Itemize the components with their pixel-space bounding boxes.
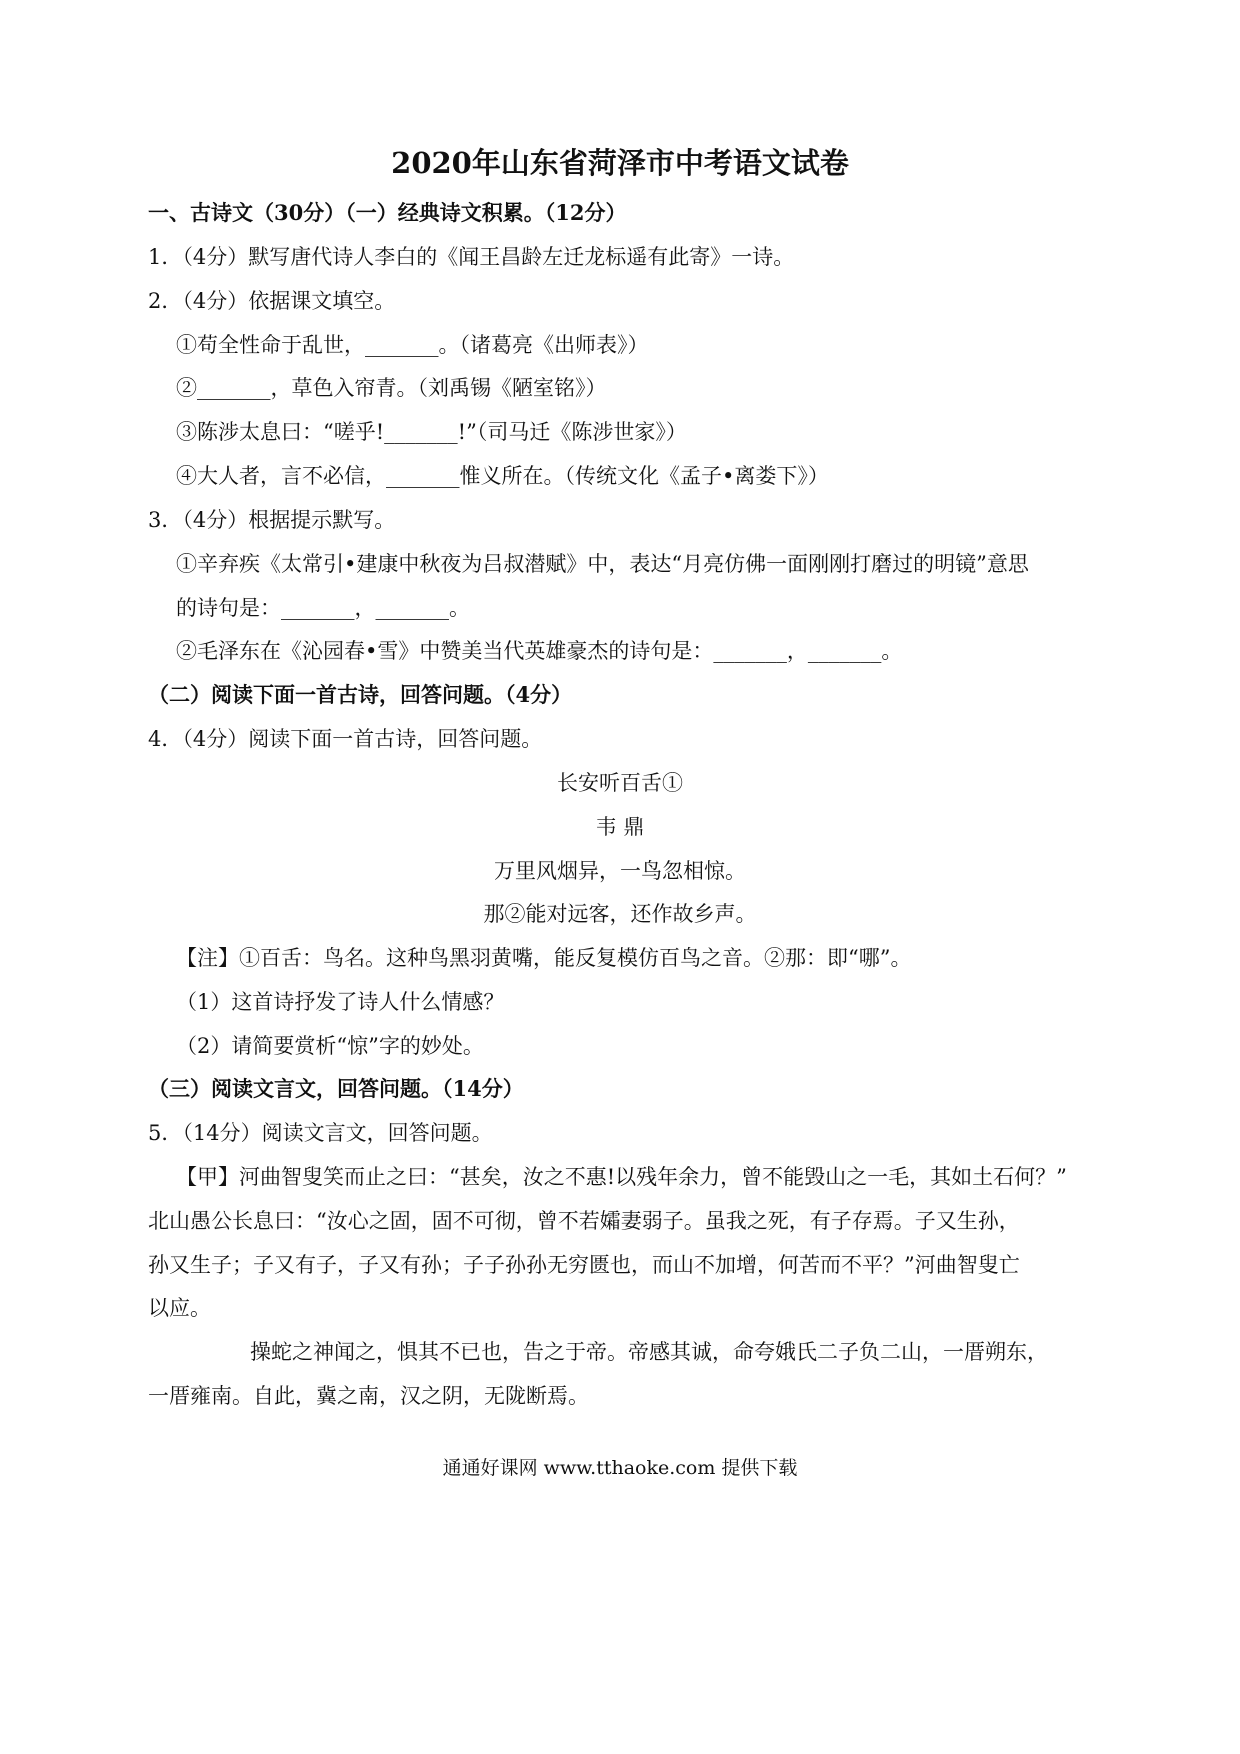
question-2-item-3: ③陈涉太息曰：“嗟乎!_______!”（司马迁《陈涉世家》）	[176, 420, 687, 444]
poem-note: 【注】①百舌：鸟名。这种鸟黑羽黄嘴，能反复模仿百鸟之音。②那：即“哪”。	[176, 946, 912, 970]
poem-title: 长安听百舌①	[557, 771, 683, 795]
question-2-item-2: ②_______，草色入帘青。（刘禹锡《陋室铭》）	[176, 376, 607, 400]
passage-a-line-3: 孙又生子；子又有子，子又有孙；子子孙孙无穷匮也，而山不加增，何苦而不平？”河曲智叟亡	[148, 1253, 1020, 1277]
passage-a-line-4: 以应。	[148, 1296, 211, 1320]
question-2-item-1: ①苟全性命于乱世，_______。（诸葛亮《出师表》）	[176, 333, 649, 357]
question-2-item-4: ④大人者，言不必信，_______惟义所在。（传统文化《孟子•离娄下》）	[176, 464, 829, 488]
question-3-item-1-cont: 的诗句是：_______，_______。	[176, 596, 470, 620]
question-3-item-2: ②毛泽东在《沁园春•雪》中赞美当代英雄豪杰的诗句是：_______，_______。	[176, 639, 903, 663]
poem-line-1: 万里风烟异，一鸟忽相惊。	[494, 859, 746, 883]
section-heading-2: （二）阅读下面一首古诗，回答问题。（4分）	[148, 682, 573, 707]
passage-a-line-2: 北山愚公长息曰：“汝心之固，固不可彻，曾不若孀妻弱子。虽我之死，有子存焉。子又生孙，	[148, 1209, 1020, 1233]
question-2: 2．（4分）依据课文填空。	[148, 289, 396, 313]
passage-a-line-5: 操蛇之神闻之，惧其不已也，告之于帝。帝感其诚，命夸娥氏二子负二山，一厝朔东，	[250, 1340, 1048, 1364]
question-3-item-1: ①辛弃疾《太常引•建康中秋夜为吕叔潜赋》中，表达“月亮仿佛一面刚刚打磨过的明镜”意思	[176, 552, 1029, 576]
question-4-sub-2: （2）请简要赏析“惊”字的妙处。	[176, 1034, 484, 1058]
passage-a-line-6: 一厝雍南。自此，冀之南，汉之阴，无陇断焉。	[148, 1384, 589, 1408]
question-4-sub-1: （1）这首诗抒发了诗人什么情感？	[176, 990, 505, 1014]
page-footer: 通通好课网 www.tthaoke.com 提供下载	[442, 1457, 798, 1479]
section-heading-1: 一、古诗文（30分）（一）经典诗文积累。（12分）	[148, 200, 627, 225]
poem-line-2: 那②能对远客，还作故乡声。	[483, 902, 757, 926]
question-1: 1．（4分）默写唐代诗人李白的《闻王昌龄左迁龙标遥有此寄》一诗。	[148, 245, 795, 269]
poem-author: 韦 鼎	[595, 815, 645, 839]
question-3: 3．（4分）根据提示默写。	[148, 508, 396, 532]
page-title: 2020年山东省菏泽市中考语文试卷	[391, 146, 849, 180]
section-heading-3: （三）阅读文言文，回答问题。（14分）	[148, 1076, 524, 1101]
question-4: 4．（4分）阅读下面一首古诗，回答问题。	[148, 727, 543, 751]
question-5: 5．（14分）阅读文言文，回答问题。	[148, 1121, 493, 1145]
passage-a-line-1: 【甲】河曲智叟笑而止之曰：“甚矣，汝之不惠!以残年余力，曾不能毁山之一毛，其如土石何？”	[176, 1165, 1067, 1189]
